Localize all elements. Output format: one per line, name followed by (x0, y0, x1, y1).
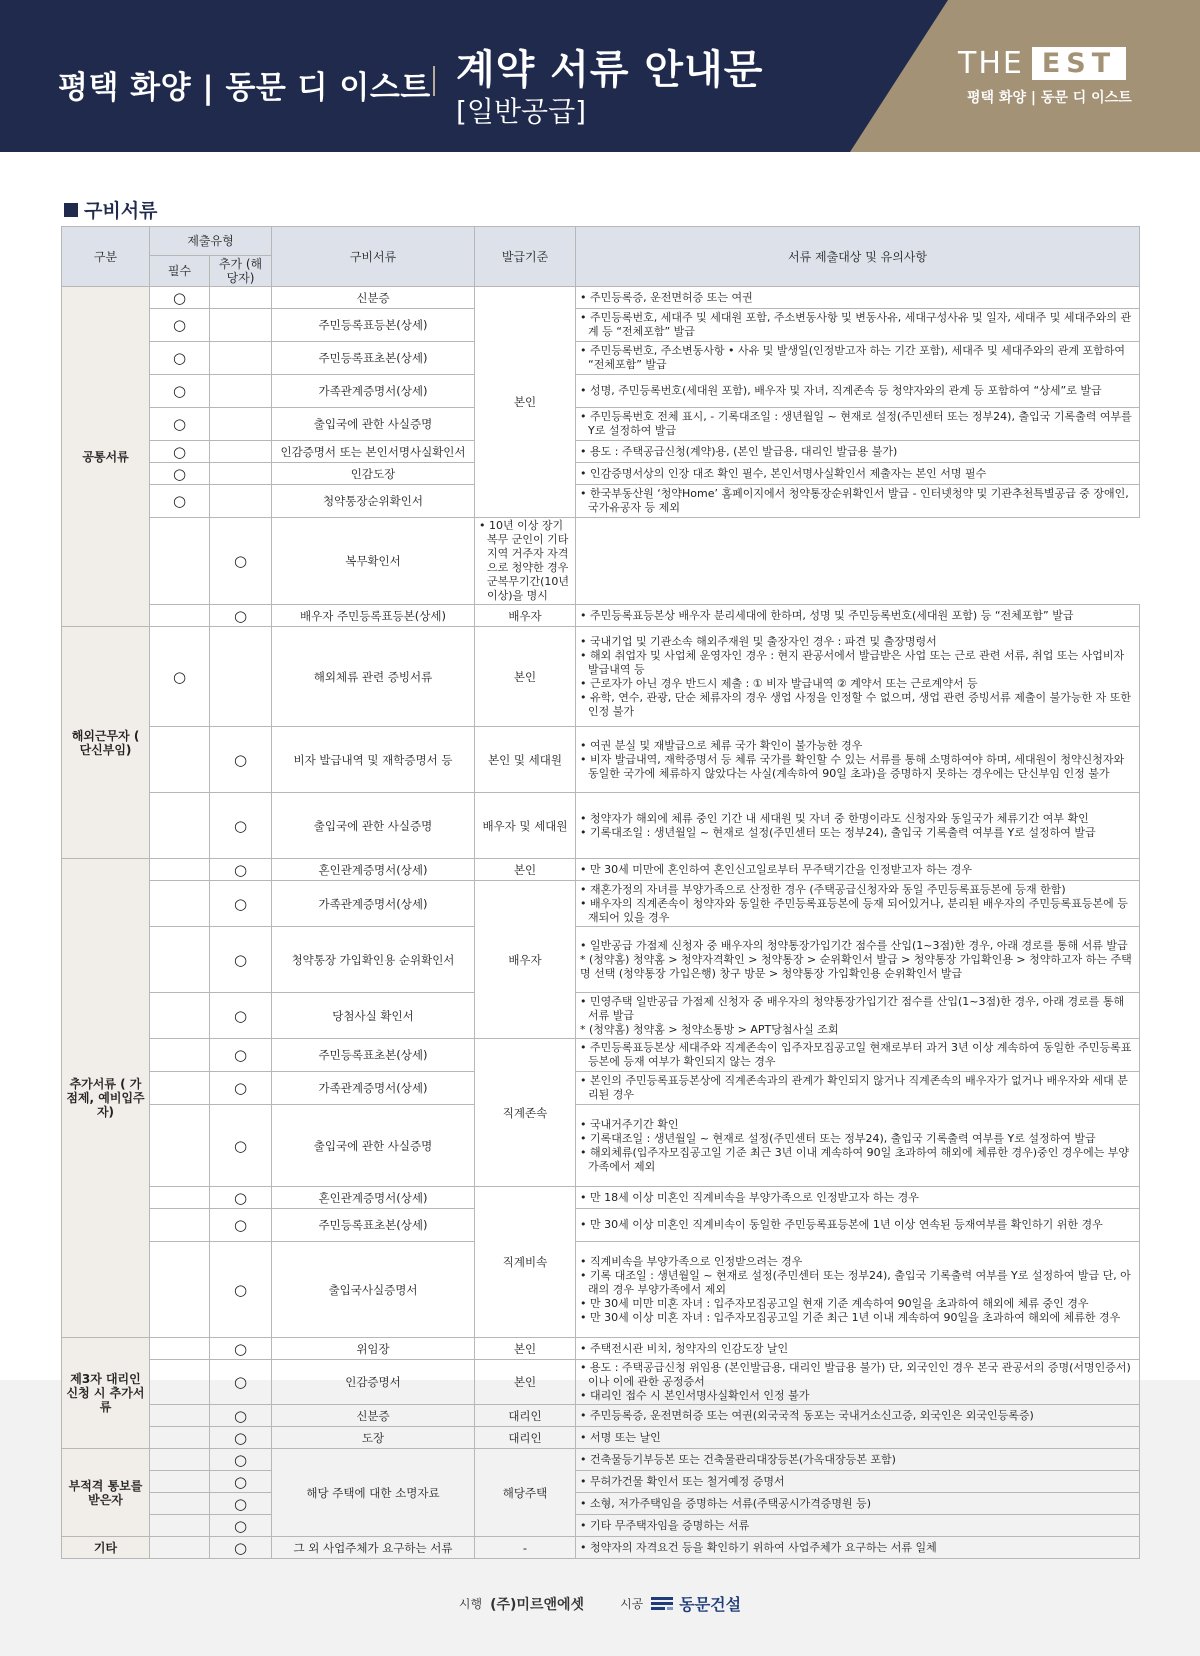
required-mark-cell (150, 927, 210, 993)
col-header-notes: 서류 제출대상 및 유의사항 (576, 227, 1140, 287)
required-mark-cell (150, 1105, 210, 1187)
document-name-cell: 가족관계증명서(상세) (272, 1072, 475, 1105)
table-row (62, 1105, 1140, 1187)
section-title-text: 구비서류 (84, 200, 158, 222)
notes-cell (576, 463, 1140, 485)
issue-basis-cell: 배우자 (475, 605, 576, 627)
document-name-cell: 인감도장 (272, 463, 475, 485)
document-name-cell: 도장 (272, 1427, 475, 1449)
notes-cell (576, 1338, 1140, 1360)
note-line: • 기록 대조일 : 생년월일 ~ 현재로 설정(주민센터 또는 정부24), 출입국 기록출력 여부를 Y로 설정하여 발급 단, 아래의 경우 부양가족에서 제외 (580, 1268, 1131, 1296)
table-row (62, 518, 1140, 605)
table-row (62, 1360, 1140, 1405)
table-row (62, 1515, 1140, 1537)
additional-mark-cell: ○ (210, 1105, 272, 1187)
notes-cell (576, 793, 1140, 859)
notes-cell (576, 727, 1140, 793)
required-mark-cell (150, 881, 210, 927)
builder-logo (651, 1592, 741, 1615)
issue-basis-cell: 대리인 (475, 1427, 576, 1449)
col-header-required: 필수 (150, 256, 210, 287)
additional-mark-cell: ○ (210, 1471, 272, 1493)
note-line: • 재혼가정의 자녀를 부양가족으로 산정한 경우 (주택공급신청자와 동일 주민등록표등본에 등재 한함) (580, 882, 1066, 896)
notes-cell (576, 859, 1140, 881)
note-line: • 주민등록번호, 주소변동사항 • 사유 및 발생일(인정받고자 하는 기간 포함), 세대주 및 세대주와의 관계 포함하여 “전체포함” 발급 (580, 344, 1126, 371)
additional-mark-cell (210, 485, 272, 518)
additional-mark-cell: ○ (210, 1405, 272, 1427)
additional-mark-cell: ○ (210, 1039, 272, 1072)
note-line: • 용도 : 주택공급신청(계약)용, (본인 발급용, 대리인 발급용 불가) (580, 444, 898, 458)
note-line: • 본인의 주민등록표등본상에 직계존속과의 관계가 확인되지 않거나 직계존속의 배우자가 없거나 배우자와 세대 분리된 경우 (580, 1074, 1128, 1101)
note-line: • 유학, 연수, 관광, 단순 체류자의 경우 생업 사정을 인정할 수 없으며, 생업 관련 증빙서류 제출이 불가능한 자 또한 인정 불가 (580, 690, 1131, 718)
dongmun-logo-icon (651, 1597, 673, 1611)
notes-cell (576, 375, 1140, 408)
document-name-cell: 해당 주택에 대한 소명자료 (272, 1449, 475, 1537)
notes-cell (576, 993, 1140, 1039)
additional-mark-cell: ○ (210, 1187, 272, 1209)
note-line: • 기록대조일 : 생년월일 ~ 현재로 설정(주민센터 또는 정부24), 출입국 기록출력 여부를 Y로 설정하여 발급 (580, 1131, 1096, 1145)
additional-mark-cell (210, 375, 272, 408)
note-line: • 비자 발급내역, 재학증명서 등 체류 국가를 확인할 수 있는 서류를 통해 소명하여야 하며, 세대원이 청약신청자와 동일한 국가에 체류하지 않았다는 사실(계속하여 90일 초과)을 증명하지 못하는 경우에는 단신부임 인정 불가 (580, 752, 1125, 780)
note-line: • 일반공급 가점제 신청자 중 배우자의 청약통장가입기간 점수를 산입(1~3점)한 경우, 아래 경로를 통해 서류 발급 (580, 938, 1128, 952)
table-row (62, 1427, 1140, 1449)
col-header-category: 구분 (62, 227, 150, 287)
table-row (62, 605, 1140, 627)
category-cell-proxy: 제3자 대리인 신청 시 추가서류 (62, 1338, 150, 1449)
builder-label: 시공 (620, 1597, 644, 1611)
additional-mark-cell (210, 309, 272, 342)
notes-cell (576, 1242, 1140, 1338)
notes-cell (576, 287, 1140, 309)
page-subtitle: [일반공급] (456, 95, 587, 128)
additional-mark-cell (210, 463, 272, 485)
note-line: • 기타 무주택자임을 증명하는 서류 (580, 1518, 750, 1532)
required-mark-cell: ○ (150, 375, 210, 408)
table-row (62, 408, 1140, 441)
notes-cell (576, 1537, 1140, 1559)
col-header-issue-basis: 발급기준 (475, 227, 576, 287)
required-mark-cell (150, 1209, 210, 1242)
category-cell-overseas: 해외근무자 ( 단신부임) (62, 627, 150, 859)
required-mark-cell: ○ (150, 485, 210, 518)
notes-cell (576, 1105, 1140, 1187)
documents-table (61, 226, 1140, 1559)
document-name-cell: 신분증 (272, 1405, 475, 1427)
document-name-cell: 해외체류 관련 증빙서류 (272, 627, 475, 727)
table-row (62, 881, 1140, 927)
note-line: • 주민등록번호 전체 표시, - 기록대조일 : 생년월일 ~ 현재로 설정(주민센터 또는 정부24), 출입국 기록출력 여부를 Y로 설정하여 발급 (580, 410, 1132, 437)
document-name-cell: 복무확인서 (272, 518, 475, 605)
logo-subtitle: 평택 화양 | 동문 디 이스트 (967, 90, 1132, 106)
note-line: • 만 18세 이상 미혼인 직계비속을 부양가족으로 인정받고자 하는 경우 (580, 1190, 919, 1204)
notes-cell (576, 309, 1140, 342)
additional-mark-cell: ○ (210, 1493, 272, 1515)
table-row (62, 793, 1140, 859)
note-line: * (청약홈) 청약홈 > 청약소통방 > APT당첨사실 조회 (580, 1022, 839, 1036)
required-mark-cell (150, 993, 210, 1039)
note-line: • 청약자의 자격요건 등을 확인하기 위하여 사업주체가 요구하는 서류 일체 (580, 1540, 937, 1554)
note-line: • 청약자가 해외에 체류 중인 기간 내 세대원 및 자녀 중 한명이라도 신청자와 동일국가 체류기간 여부 확인 (580, 811, 1089, 825)
additional-mark-cell: ○ (210, 993, 272, 1039)
additional-mark-cell (210, 627, 272, 727)
document-name-cell: 배우자 주민등록표등본(상세) (272, 605, 475, 627)
table-row (62, 441, 1140, 463)
notes-cell (576, 1360, 1140, 1405)
table-row (62, 1187, 1140, 1209)
document-name-cell: 주민등록표초본(상세) (272, 342, 475, 375)
additional-mark-cell (210, 441, 272, 463)
document-name-cell: 인감증명서 또는 본인서명사실확인서 (272, 441, 475, 463)
notes-cell (576, 1427, 1140, 1449)
notes-cell (576, 1209, 1140, 1242)
note-line: • 기록대조일 : 생년월일 ~ 현재로 설정(주민센터 또는 정부24), 출입국 기록출력 여부를 Y로 설정하여 발급 (580, 825, 1096, 839)
required-mark-cell (150, 1360, 210, 1405)
note-line: • 국내기업 및 기관소속 해외주재원 및 출장자인 경우 : 파견 및 출장명령서 (580, 634, 937, 648)
table-row (62, 1242, 1140, 1338)
table-row (62, 1039, 1140, 1072)
required-mark-cell: ○ (150, 408, 210, 441)
note-line: • 주민등록표등본상 세대주와 직계존속이 입주자모집공고일 현재로부터 과거 3년 이상 계속하여 동일한 주민등록표등본에 등재 여부가 확인되지 않는 경우 (580, 1041, 1132, 1068)
note-line: • 만 30세 미만 미혼 자녀 : 입주자모집공고일 현재 기준 계속하여 90일을 초과하여 해외에 체류 중인 경우 (580, 1296, 1089, 1310)
additional-mark-cell: ○ (210, 1449, 272, 1471)
note-line: • 만 30세 이상 미혼 자녀 : 입주자모집공고일 기준 최근 1년 이내 계속하여 90일을 초과하여 해외에 체류한 경우 (580, 1310, 1121, 1324)
issue-basis-cell: 본인 (475, 287, 576, 518)
table-row (62, 463, 1140, 485)
brand-name: 평택 화양 | 동문 디 이스트 (58, 70, 431, 106)
category-cell-other: 기타 (62, 1537, 150, 1559)
logo-est-text: EST (1032, 47, 1126, 80)
note-line: • 서명 또는 날인 (580, 1430, 661, 1444)
note-line: • 만 30세 미만에 혼인하여 혼인신고일로부터 무주택기간을 인정받고자 하는 경우 (580, 862, 972, 876)
notes-cell (576, 342, 1140, 375)
document-name-cell: 주민등록표초본(상세) (272, 1039, 475, 1072)
square-bullet-icon (64, 203, 78, 217)
document-name-cell: 인감증명서 (272, 1360, 475, 1405)
table-row (62, 927, 1140, 993)
table-row (62, 1338, 1140, 1360)
notes-cell (576, 1072, 1140, 1105)
required-mark-cell: ○ (150, 287, 210, 309)
col-header-document: 구비서류 (272, 227, 475, 287)
document-name-cell: 가족관계증명서(상세) (272, 881, 475, 927)
notes-cell (576, 1405, 1140, 1427)
required-mark-cell (150, 518, 210, 605)
document-name-cell: 출입국에 관한 사실증명 (272, 408, 475, 441)
issue-basis-cell: 배우자 (475, 881, 576, 1039)
notes-cell (576, 408, 1140, 441)
additional-mark-cell: ○ (210, 727, 272, 793)
document-name-cell: 출입국사실증명서 (272, 1242, 475, 1338)
notes-cell (576, 1515, 1140, 1537)
required-mark-cell (150, 1338, 210, 1360)
note-line: • 주택전시관 비치, 청약자의 인감도장 날인 (580, 1341, 789, 1355)
notes-cell (576, 441, 1140, 463)
note-line: • 10년 이상 장기복무 군인이 기타지역 거주자 자격으로 청약한 경우 군복무기간(10년 이상)을 명시 (479, 519, 570, 602)
page-title: 계약 서류 안내문 (456, 47, 764, 93)
table-row (62, 627, 1140, 727)
issue-basis-cell: - (475, 1537, 576, 1559)
issue-basis-cell: 본인 (475, 859, 576, 881)
additional-mark-cell (210, 287, 272, 309)
table-row (62, 727, 1140, 793)
table-row (62, 1405, 1140, 1427)
required-mark-cell (150, 1187, 210, 1209)
required-mark-cell: ○ (150, 627, 210, 727)
table-row (62, 1537, 1140, 1559)
notes-cell (475, 518, 576, 605)
additional-mark-cell: ○ (210, 518, 272, 605)
document-name-cell: 비자 발급내역 및 재학증명서 등 (272, 727, 475, 793)
notes-cell (576, 1187, 1140, 1209)
required-mark-cell (150, 1515, 210, 1537)
document-name-cell: 그 외 사업주체가 요구하는 서류 (272, 1537, 475, 1559)
note-line: • 소형, 저가주택임을 증명하는 서류(주택공시가격증명원 등) (580, 1496, 872, 1510)
category-cell-ineligible: 부적격 통보를 받은자 (62, 1449, 150, 1537)
note-line: • 대리인 접수 시 본인서명사실확인서 인정 불가 (580, 1389, 810, 1402)
notes-cell (576, 1039, 1140, 1072)
table-row (62, 309, 1140, 342)
additional-mark-cell (210, 342, 272, 375)
required-mark-cell (150, 1039, 210, 1072)
note-line: • 직계비속을 부양가족으로 인정받으려는 경우 (580, 1254, 803, 1268)
table-row (62, 287, 1140, 309)
additional-mark-cell: ○ (210, 1209, 272, 1242)
notes-cell (576, 1471, 1140, 1493)
developer-label: 시행 (458, 1597, 483, 1611)
additional-mark-cell: ○ (210, 859, 272, 881)
table-row (62, 375, 1140, 408)
notes-cell (576, 1449, 1140, 1471)
note-line: • 주민등록증, 운전면허증 또는 여권 (580, 290, 753, 304)
table-row (62, 1072, 1140, 1105)
table-row (62, 993, 1140, 1039)
additional-mark-cell: ○ (210, 1338, 272, 1360)
category-cell-extra: 추가서류 ( 가점제, 예비입주자) (62, 859, 150, 1338)
required-mark-cell (150, 793, 210, 859)
category-cell-common: 공통서류 (62, 287, 150, 627)
issue-basis-cell: 해당주택 (475, 1449, 576, 1537)
note-line: • 국내거주기간 확인 (580, 1117, 679, 1131)
table-row (62, 859, 1140, 881)
developer-name: (주)미르앤에셋 (490, 1596, 585, 1613)
note-line: • 인감증명서상의 인장 대조 확인 필수, 본인서명사실확인서 제출자는 본인 서명 필수 (580, 466, 987, 480)
document-name-cell: 주민등록표등본(상세) (272, 309, 475, 342)
additional-mark-cell: ○ (210, 605, 272, 627)
required-mark-cell (150, 1405, 210, 1427)
note-line: • 배우자의 직계존속이 청약자와 동일한 주민등록표등본에 등재 되어있거나, 분리된 배우자의 주민등록표등본에 등재되어 있을 경우 (580, 896, 1128, 924)
required-mark-cell (150, 859, 210, 881)
table-row (62, 485, 1140, 518)
page-footer (0, 1592, 1200, 1615)
note-line: • 주민등록증, 운전면허증 또는 여권(외국국적 동포는 국내거소신고증, 외국인은 외국인등록증) (580, 1408, 1034, 1422)
required-mark-cell (150, 1449, 210, 1471)
notes-cell (576, 485, 1140, 518)
additional-mark-cell: ○ (210, 1072, 272, 1105)
required-mark-cell: ○ (150, 342, 210, 375)
note-line: • 여권 분실 및 재발급으로 체류 국가 확인이 불가능한 경우 (580, 738, 863, 752)
notes-cell (576, 881, 1140, 927)
required-mark-cell (150, 727, 210, 793)
document-name-cell: 출입국에 관한 사실증명 (272, 1105, 475, 1187)
additional-mark-cell: ○ (210, 881, 272, 927)
note-line: • 민영주택 일반공급 가점제 신청자 중 배우자의 청약통장가입기간 점수를 산입(1~3점)한 경우, 아래 경로를 통해 서류 발급 (580, 994, 1125, 1022)
issue-basis-cell: 본인 (475, 627, 576, 727)
required-mark-cell: ○ (150, 441, 210, 463)
note-line: • 한국부동산원 ‘청약Home’ 홈페이지에서 청약통장순위확인서 발급 - 인터넷청약 및 기관추천특별공급 중 장애인, 국가유공자 등 제외 (580, 487, 1129, 514)
additional-mark-cell: ○ (210, 793, 272, 859)
document-name-cell: 신분증 (272, 287, 475, 309)
required-mark-cell (150, 1072, 210, 1105)
document-name-cell: 혼인관계증명서(상세) (272, 859, 475, 881)
builder-name: 동문건설 (679, 1595, 742, 1614)
document-name-cell: 청약통장 가입확인용 순위확인서 (272, 927, 475, 993)
section-title (64, 196, 157, 223)
document-name-cell: 가족관계증명서(상세) (272, 375, 475, 408)
document-name-cell: 혼인관계증명서(상세) (272, 1187, 475, 1209)
notes-cell (576, 627, 1140, 727)
header-divider (433, 66, 435, 96)
note-line: • 해외 취업자 및 사업체 운영자인 경우 : 현지 관공서에서 발급받은 사업 또는 근로 관련 서류, 취업 또는 사업비자 발급내역 등 (580, 648, 1125, 676)
note-line: • 무허가건물 확인서 또는 철거예정 증명서 (580, 1474, 785, 1488)
note-line: • 만 30세 이상 미혼인 직계비속이 동일한 주민등록표등본에 1년 이상 연속된 등재여부를 확인하기 위한 경우 (580, 1218, 1103, 1231)
documents-table-body (62, 287, 1140, 1559)
page-header (0, 0, 1200, 152)
note-line: • 성명, 주민등록번호(세대원 포함), 배우자 및 자녀, 직계존속 등 청약자와의 관계 등 포함하여 “상세”로 발급 (580, 384, 1102, 397)
additional-mark-cell: ○ (210, 1537, 272, 1559)
required-mark-cell (150, 1471, 210, 1493)
additional-mark-cell: ○ (210, 927, 272, 993)
required-mark-cell (150, 1537, 210, 1559)
col-header-additional: 추가 (해당자) (210, 256, 272, 287)
issue-basis-cell: 본인 (475, 1360, 576, 1405)
logo-the-text: THE (958, 46, 1024, 81)
issue-basis-cell: 본인 (475, 1338, 576, 1360)
table-row (62, 1209, 1140, 1242)
required-mark-cell (150, 1493, 210, 1515)
additional-mark-cell: ○ (210, 1242, 272, 1338)
required-mark-cell: ○ (150, 309, 210, 342)
table-row (62, 342, 1140, 375)
document-name-cell: 주민등록표초본(상세) (272, 1209, 475, 1242)
note-line: • 근로자가 아닌 경우 반드시 제출 : ① 비자 발급내역 ② 계약서 또는 근로계약서 등 (580, 676, 978, 690)
document-name-cell: 출입국에 관한 사실증명 (272, 793, 475, 859)
table-row (62, 1493, 1140, 1515)
notes-cell (576, 1493, 1140, 1515)
document-name-cell: 청약통장순위확인서 (272, 485, 475, 518)
required-mark-cell (150, 1242, 210, 1338)
additional-mark-cell (210, 408, 272, 441)
issue-basis-cell: 직계비속 (475, 1187, 576, 1338)
table-header-row (62, 227, 1140, 256)
additional-mark-cell: ○ (210, 1427, 272, 1449)
document-name-cell: 위임장 (272, 1338, 475, 1360)
note-line: • 용도 : 주택공급신청 위임용 (본인발급용, 대리인 발급용 불가) 단, 외국인인 경우 본국 관공서의 증명(서명인증서)이나 이에 관한 공정증서 (580, 1361, 1131, 1388)
col-header-submit-type: 제출유형 (150, 227, 272, 256)
required-mark-cell: ○ (150, 463, 210, 485)
issue-basis-cell: 본인 및 세대원 (475, 727, 576, 793)
additional-mark-cell: ○ (210, 1360, 272, 1405)
notes-cell (576, 605, 1140, 627)
issue-basis-cell: 직계존속 (475, 1039, 576, 1187)
table-row (62, 1449, 1140, 1471)
issue-basis-cell: 대리인 (475, 1405, 576, 1427)
note-line: * (청약홈) 청약홈 > 청약자격확인 > 청약통장 > 순위확인서 발급 > 청약통장 가입확인용 > 청약하고자 하는 주택명 선택 (청약통장 가입은행) 창구 방문 > 청약통장 가입확인용 순위확인서 발급 (580, 952, 1132, 980)
required-mark-cell (150, 605, 210, 627)
note-line: • 주민등록번호, 세대주 및 세대원 포함, 주소변동사항 및 변동사유, 세대구성사유 및 일자, 세대주 및 세대주와의 관계 등 “전체포함” 발급 (580, 311, 1132, 338)
table-row (62, 1471, 1140, 1493)
note-line: • 주민등록표등본상 배우자 분리세대에 한하며, 성명 및 주민등록번호(세대원 포함) 등 “전체포함” 발급 (580, 608, 1074, 622)
note-line: • 해외체류(입주자모집공고일 기준 최근 3년 이내 계속하여 90일 초과하여 해외에 체류한 경우)중인 경우에는 부양가족에서 제외 (580, 1145, 1130, 1173)
additional-mark-cell: ○ (210, 1515, 272, 1537)
notes-cell (576, 927, 1140, 993)
required-mark-cell (150, 1427, 210, 1449)
note-line: • 건축물등기부등본 또는 건축물관리대장등본(가옥대장등본 포함) (580, 1452, 896, 1466)
issue-basis-cell: 배우자 및 세대원 (475, 793, 576, 859)
document-name-cell: 당첨사실 확인서 (272, 993, 475, 1039)
the-est-logo (958, 46, 1148, 107)
